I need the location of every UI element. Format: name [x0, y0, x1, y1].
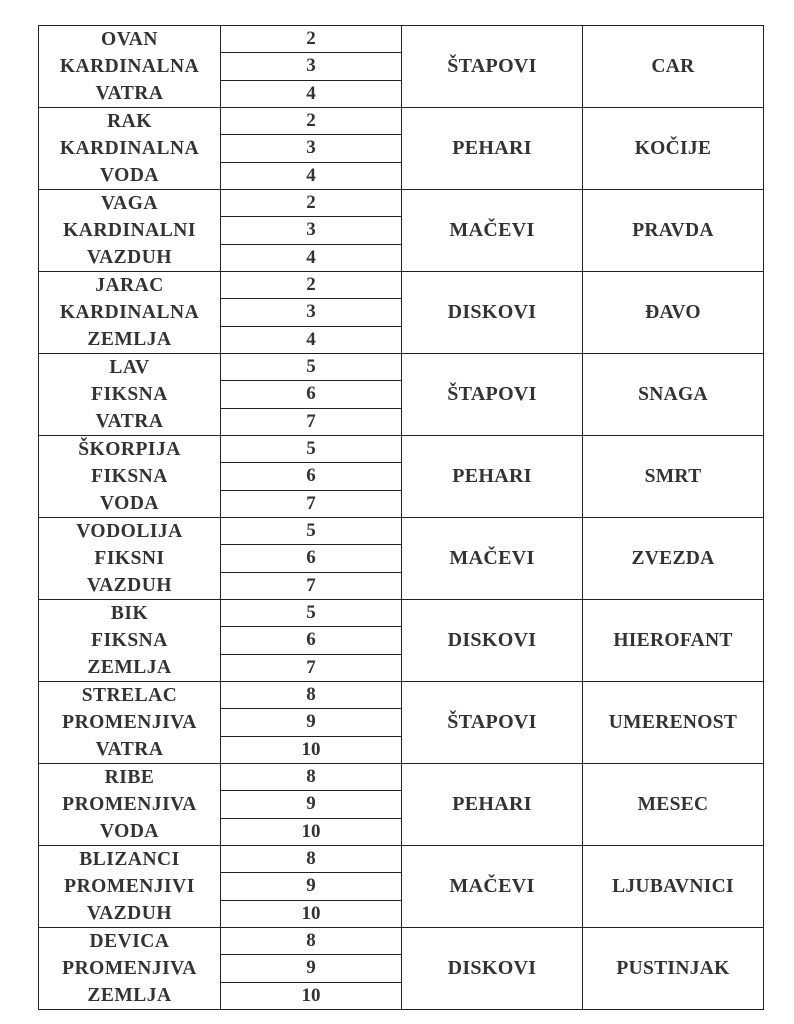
- card-number-cell: 7: [221, 654, 402, 681]
- zodiac-element: VODA: [99, 821, 160, 842]
- zodiac-modality: FIKSNA: [91, 384, 168, 405]
- card-number-cell: 10: [221, 900, 402, 927]
- zodiac-sign-name: STRELAC: [81, 685, 178, 706]
- major-arcana-card-cell: UMERENOST: [583, 682, 764, 764]
- zodiac-sign-cell: [39, 600, 221, 682]
- zodiac-element: VAZDUH: [87, 575, 172, 596]
- table-row: [39, 764, 764, 791]
- table-row: [39, 436, 764, 463]
- suit-cell: PEHARI: [402, 108, 583, 190]
- zodiac-sign-name: BLIZANCI: [79, 849, 180, 870]
- table-row: [39, 190, 764, 217]
- card-number-cell: 2: [221, 272, 402, 299]
- card-number-cell: 10: [221, 818, 402, 845]
- card-number-cell: 4: [221, 326, 402, 353]
- card-number-cell: 4: [221, 244, 402, 271]
- zodiac-modality: FIKSNA: [91, 466, 168, 487]
- major-arcana-card-cell: HIEROFANT: [583, 600, 764, 682]
- zodiac-modality: KARDINALNA: [59, 302, 200, 323]
- suit-cell: ŠTAPOVI: [402, 354, 583, 436]
- major-arcana-card-cell: ZVEZDA: [583, 518, 764, 600]
- zodiac-sign-cell: [39, 436, 221, 518]
- card-number-cell: 5: [221, 354, 402, 381]
- zodiac-sign-name: OVAN: [101, 29, 158, 50]
- card-number-cell: 8: [221, 928, 402, 955]
- suit-cell: ŠTAPOVI: [402, 682, 583, 764]
- card-number-cell: 2: [221, 26, 402, 53]
- zodiac-sign-cell: [39, 682, 221, 764]
- major-arcana-card-cell: SNAGA: [583, 354, 764, 436]
- card-number-cell: 8: [221, 846, 402, 873]
- zodiac-element: VAZDUH: [87, 903, 172, 924]
- zodiac-sign-name: DEVICA: [89, 931, 170, 952]
- major-arcana-card-cell: SMRT: [583, 436, 764, 518]
- major-arcana-card-cell: PUSTINJAK: [583, 928, 764, 1010]
- zodiac-sign-name: JARAC: [95, 275, 164, 296]
- zodiac-element: VODA: [99, 165, 160, 186]
- card-number-cell: 4: [221, 80, 402, 107]
- table-row: [39, 518, 764, 545]
- zodiac-modality: FIKSNA: [91, 630, 168, 651]
- zodiac-sign-cell: [39, 190, 221, 272]
- table-row: [39, 846, 764, 873]
- card-number-cell: 3: [221, 53, 402, 80]
- zodiac-sign-name: VODOLIJA: [76, 521, 183, 542]
- zodiac-sign-cell: [39, 26, 221, 108]
- card-number-cell: 9: [221, 791, 402, 818]
- major-arcana-card-cell: PRAVDA: [583, 190, 764, 272]
- card-number-cell: 6: [221, 627, 402, 654]
- table-row: [39, 108, 764, 135]
- card-number-cell: 5: [221, 600, 402, 627]
- table-row: [39, 354, 764, 381]
- suit-cell: MAČEVI: [402, 518, 583, 600]
- zodiac-element: ZEMLJA: [87, 985, 172, 1006]
- suit-cell: MAČEVI: [402, 190, 583, 272]
- major-arcana-card-cell: LJUBAVNICI: [583, 846, 764, 928]
- zodiac-modality: FIKSNI: [94, 548, 165, 569]
- card-number-cell: 8: [221, 682, 402, 709]
- zodiac-modality: PROMENJIVA: [62, 712, 197, 733]
- table-row: [39, 272, 764, 299]
- card-number-cell: 10: [221, 982, 402, 1009]
- card-number-cell: 7: [221, 408, 402, 435]
- card-number-cell: 4: [221, 162, 402, 189]
- suit-cell: MAČEVI: [402, 846, 583, 928]
- zodiac-modality: PROMENJIVI: [64, 876, 195, 897]
- zodiac-modality: PROMENJIVA: [62, 958, 197, 979]
- zodiac-modality: KARDINALNA: [59, 56, 200, 77]
- card-number-cell: 7: [221, 490, 402, 517]
- zodiac-element: VAZDUH: [87, 247, 172, 268]
- table-row: [39, 26, 764, 53]
- major-arcana-card-cell: ĐAVO: [583, 272, 764, 354]
- zodiac-modality: KARDINALNA: [59, 138, 200, 159]
- table-row: [39, 682, 764, 709]
- zodiac-sign-name: RAK: [107, 111, 152, 132]
- card-number-cell: 6: [221, 381, 402, 408]
- zodiac-modality: PROMENJIVA: [62, 794, 197, 815]
- zodiac-element: ZEMLJA: [87, 657, 172, 678]
- card-number-cell: 9: [221, 709, 402, 736]
- zodiac-sign-cell: [39, 354, 221, 436]
- card-number-cell: 10: [221, 736, 402, 763]
- zodiac-sign-cell: [39, 518, 221, 600]
- zodiac-sign-cell: [39, 764, 221, 846]
- card-number-cell: 6: [221, 545, 402, 572]
- major-arcana-card-cell: MESEC: [583, 764, 764, 846]
- zodiac-sign-name: RIBE: [104, 767, 155, 788]
- suit-cell: DISKOVI: [402, 928, 583, 1010]
- table-row: [39, 928, 764, 955]
- card-number-cell: 6: [221, 463, 402, 490]
- zodiac-element: VATRA: [95, 83, 164, 104]
- card-number-cell: 7: [221, 572, 402, 599]
- zodiac-sign-cell: [39, 108, 221, 190]
- suit-cell: DISKOVI: [402, 272, 583, 354]
- card-number-cell: 9: [221, 955, 402, 982]
- zodiac-sign-cell: [39, 846, 221, 928]
- zodiac-element: VODA: [99, 493, 160, 514]
- card-number-cell: 5: [221, 436, 402, 463]
- major-arcana-card-cell: KOČIJE: [583, 108, 764, 190]
- card-number-cell: 8: [221, 764, 402, 791]
- zodiac-sign-name: ŠKORPIJA: [78, 439, 181, 460]
- zodiac-sign-name: VAGA: [101, 193, 158, 214]
- zodiac-sign-cell: [39, 272, 221, 354]
- card-number-cell: 2: [221, 190, 402, 217]
- zodiac-sign-name: BIK: [110, 603, 149, 624]
- zodiac-element: VATRA: [95, 739, 164, 760]
- card-number-cell: 3: [221, 135, 402, 162]
- zodiac-sign-cell: [39, 928, 221, 1010]
- suit-cell: PEHARI: [402, 764, 583, 846]
- zodiac-sign-name: LAV: [109, 357, 150, 378]
- zodiac-element: VATRA: [95, 411, 164, 432]
- tarot-correspondence-table: [38, 25, 764, 1010]
- zodiac-element: ZEMLJA: [87, 329, 172, 350]
- card-number-cell: 5: [221, 518, 402, 545]
- table-body: [39, 26, 764, 1010]
- card-number-cell: 9: [221, 873, 402, 900]
- card-number-cell: 2: [221, 108, 402, 135]
- suit-cell: DISKOVI: [402, 600, 583, 682]
- card-number-cell: 3: [221, 217, 402, 244]
- suit-cell: ŠTAPOVI: [402, 26, 583, 108]
- major-arcana-card-cell: CAR: [583, 26, 764, 108]
- card-number-cell: 3: [221, 299, 402, 326]
- zodiac-modality: KARDINALNI: [63, 220, 196, 241]
- suit-cell: PEHARI: [402, 436, 583, 518]
- table-row: [39, 600, 764, 627]
